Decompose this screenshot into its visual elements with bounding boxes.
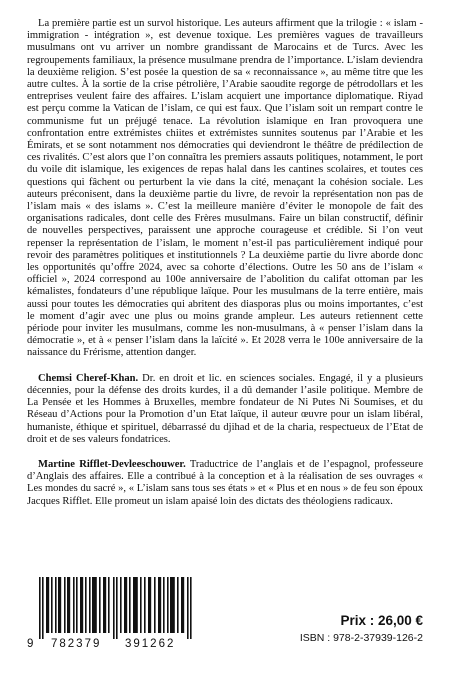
isbn-label: ISBN : 978-2-37939-126-2 xyxy=(299,632,423,644)
barcode-bars xyxy=(27,577,205,639)
price-label: Prix : 26,00 € xyxy=(340,613,423,628)
barcode-digit-left: 782379 xyxy=(51,638,102,650)
summary-paragraph: La première partie est un survol historique. Les auteurs affirment que la trilogie : « islam - immigration - intégration », est devenue toxique. Les premières vagues de travailleurs musulmans ont vu arriver un nombre grandissant de Marocains et de Turcs. Avec les regroupements familiaux, la présence musulmane prendra de l’importance. L’islam deviendra la deuxième religion. S’est posée la question de sa « reconnaissance », au même titre que les autre cultes. À la sortie de la crise pétrolière, l’Arabie saoudite regorge de pétrodollars et les entreprises veulent faire des affaires. L’islam acquiert une importance diplomatique. Riyad est perçu comme la Vatican de l’islam, ce qui est faux. Que l’islam soit un rempart contre le communisme fut un préjugé tenace. La révolution islamique en Iran provoquera une confrontation entre extrémistes chiites et extrémistes sunnites soutenus par l’Arabie et les Émirats, et se sont notamment nos démocraties qui deviendront le théâtre de prédilection de ces rivalités. C’est alors que l’on connaîtra les premiers assauts politiques, notamment, le port du voile dit islamique, les exigences de repas halal dans les cantines scolaires, et toutes ces questions qui fâchent ou perturbent la vie dans la cité, menaçant la cohésion sociale. Les auteurs préconisent, dans la deuxième partie du livre, de revoir la représentation non pas de l’islam mais « des islams ». C’est la meilleure manière d’éviter le monopole de fait des organisations radicales, dont celle des Frères musulmans. Faire un bilan constructif, définir de nouvelles perspectives, paraissent une approche courageuse et crédible. Si l’on veut repenser la représentation de l’islam, le moment n’est-il pas particulièrement indiqué pour revoir des paramètres politiques et institutionnels ? La deuxième partie du livre aborde donc les opportunités qu’offre 2024, avec sa cohorte d’élections. Outre les 50 ans de l’islam « officiel », 2024 correspond au 100e anniversaire de l’abolition du califat ottoman par les kémalistes, fondateurs d’une république laïque. Pour les musulmans de la terre entière, mais aussi pour toutes les démocraties qui abritent des diasporas plus ou moins importantes, c’est le moment d’agir avec une plus ou moins grande ampleur. Les auteurs retiennent cette période pour inviter les musulmans, comme les non-musulmans, à « penser l’islam dans la démocratie », et à « penser l’islam dans la laïcité ». Et 2028 verra le 100e anniversaire de la naissance du Frérisme, attention danger. xyxy=(27,18,423,359)
author-name: Martine Rifflet-Devleeschouwer. xyxy=(38,458,186,470)
barcode-area xyxy=(27,577,423,667)
author-bio-martine xyxy=(27,459,423,508)
barcode-digit-right: 391262 xyxy=(125,638,176,650)
author-bio-text: Traductrice de l’anglais et de l’espagnol, professeure d’Anglais des affaires. Elle a contribué à la conception et à la réalisation de ses ouvrages « Les mondes du sacré », « L’islam sans tous ses états » et « Plus et en nous » de feu son époux Jacques Rifflet. Elle promeut un islam apaisé loin des dictats des théologiens radicaux. xyxy=(27,458,424,507)
author-name: Chemsi Cheref-Khan. xyxy=(38,372,139,384)
author-bio-text: Dr. en droit et lic. en sciences sociales. Engagé, il y a plusieurs décennies, pour la défense des droits kurdes, il a dû demander l’asile politique. Membre de La Pensée et les Hommes à Bruxelles, membre fondateur de Ni Putes Ni Soumises, et du Réseau d’Actions pour la Promotion d’un Etat laïque, il auteur œuvre pour un islam libéral, humaniste, éthique et spirituel, débarrassé du djihad et de la charia, respectueux de l’Etat de droit et de ses valeurs fondatrices. xyxy=(27,372,423,445)
author-bio-chemsi xyxy=(27,373,423,446)
barcode-digit-prefix: 9 xyxy=(27,638,34,650)
isbn-barcode xyxy=(27,577,205,659)
back-cover-text xyxy=(27,18,423,508)
